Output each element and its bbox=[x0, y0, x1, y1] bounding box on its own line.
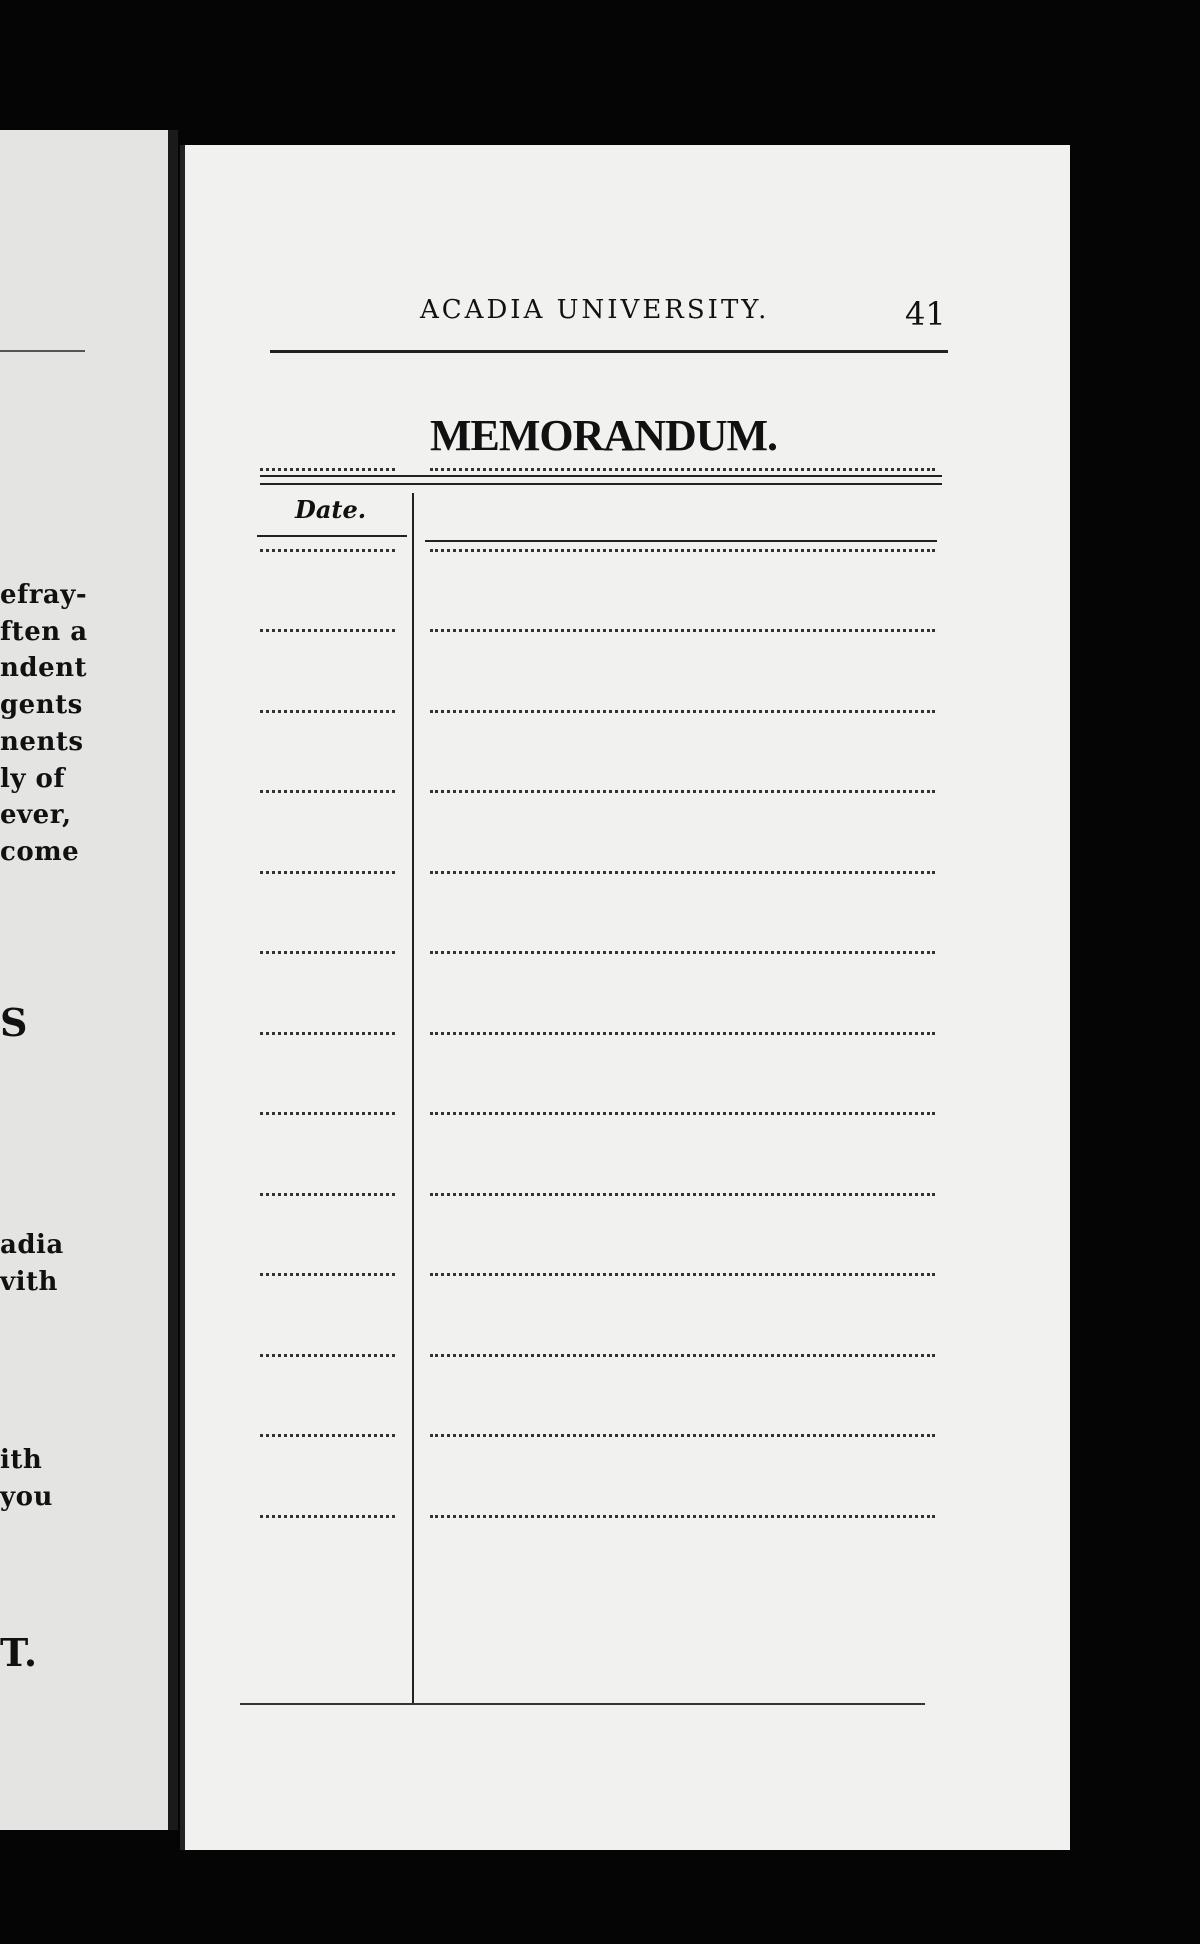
memo-entry-row bbox=[245, 1515, 945, 1545]
description-dotted-line bbox=[430, 629, 935, 632]
memorandum-title: MEMORANDUM. bbox=[430, 411, 778, 460]
memo-entry-row bbox=[245, 1193, 945, 1223]
left-page-line: vith bbox=[0, 1267, 58, 1297]
date-dotted-line bbox=[260, 710, 395, 713]
description-dotted-line bbox=[430, 1434, 935, 1437]
bottom-rule bbox=[240, 1703, 925, 1705]
left-page-line: come bbox=[0, 837, 80, 867]
date-dotted-line bbox=[260, 1354, 395, 1357]
date-dotted-line bbox=[260, 629, 395, 632]
description-dotted-line bbox=[430, 951, 935, 954]
description-dotted-line bbox=[430, 1354, 935, 1357]
left-page-line: ndent bbox=[0, 653, 88, 683]
memo-entry-row bbox=[245, 710, 945, 740]
date-header-underline bbox=[257, 535, 407, 537]
left-page-line: you bbox=[0, 1482, 53, 1512]
header-rule bbox=[270, 350, 948, 353]
description-dotted-line bbox=[430, 1515, 935, 1518]
description-dotted-line bbox=[430, 1273, 935, 1276]
description-dotted-line bbox=[430, 710, 935, 713]
left-page bbox=[0, 130, 178, 1830]
description-dotted-line bbox=[430, 871, 935, 874]
date-dotted-line bbox=[260, 468, 395, 471]
page-number: 41 bbox=[905, 295, 946, 333]
memo-entry-row bbox=[245, 549, 945, 579]
left-page-line: gents bbox=[0, 690, 83, 720]
date-dotted-line bbox=[260, 549, 395, 552]
date-column-header: Date. bbox=[295, 495, 367, 524]
left-page-line: ever, bbox=[0, 800, 72, 830]
date-dotted-line bbox=[260, 951, 395, 954]
memo-entry-row bbox=[245, 1112, 945, 1142]
left-page-line: ly of bbox=[0, 764, 66, 794]
date-dotted-line bbox=[260, 1273, 395, 1276]
date-dotted-line bbox=[260, 1193, 395, 1196]
memo-entry-row bbox=[245, 790, 945, 820]
memo-entry-row bbox=[245, 1273, 945, 1303]
description-dotted-line bbox=[430, 790, 935, 793]
left-page-line: nents bbox=[0, 727, 84, 757]
description-dotted-line bbox=[430, 1032, 935, 1035]
date-dotted-line bbox=[260, 790, 395, 793]
date-dotted-line bbox=[260, 1032, 395, 1035]
memo-entry-row bbox=[245, 1032, 945, 1062]
memo-entry-row bbox=[245, 951, 945, 981]
left-page-line: ith bbox=[0, 1445, 43, 1475]
left-page-text bbox=[0, 130, 168, 1830]
description-dotted-line bbox=[430, 549, 935, 552]
date-dotted-line bbox=[260, 871, 395, 874]
running-head: ACADIA UNIVERSITY. bbox=[420, 295, 770, 325]
date-dotted-line bbox=[260, 1434, 395, 1437]
left-page-line: S bbox=[0, 1000, 28, 1045]
memo-entry-row bbox=[245, 468, 945, 498]
memo-entry-row bbox=[245, 1354, 945, 1384]
description-dotted-line bbox=[430, 468, 935, 471]
description-dotted-line bbox=[430, 1193, 935, 1196]
memo-entry-row bbox=[245, 871, 945, 901]
memo-entry-row bbox=[245, 1434, 945, 1464]
left-page-line: efray- bbox=[0, 580, 88, 610]
left-page-line: adia bbox=[0, 1230, 64, 1260]
memo-entry-row bbox=[245, 629, 945, 659]
description-header-underline bbox=[425, 540, 937, 542]
left-page-line: T. bbox=[0, 1630, 38, 1675]
date-dotted-line bbox=[260, 1112, 395, 1115]
description-dotted-line bbox=[430, 1112, 935, 1115]
date-dotted-line bbox=[260, 1515, 395, 1518]
right-page bbox=[180, 145, 1070, 1850]
left-page-line: ften a bbox=[0, 617, 88, 647]
